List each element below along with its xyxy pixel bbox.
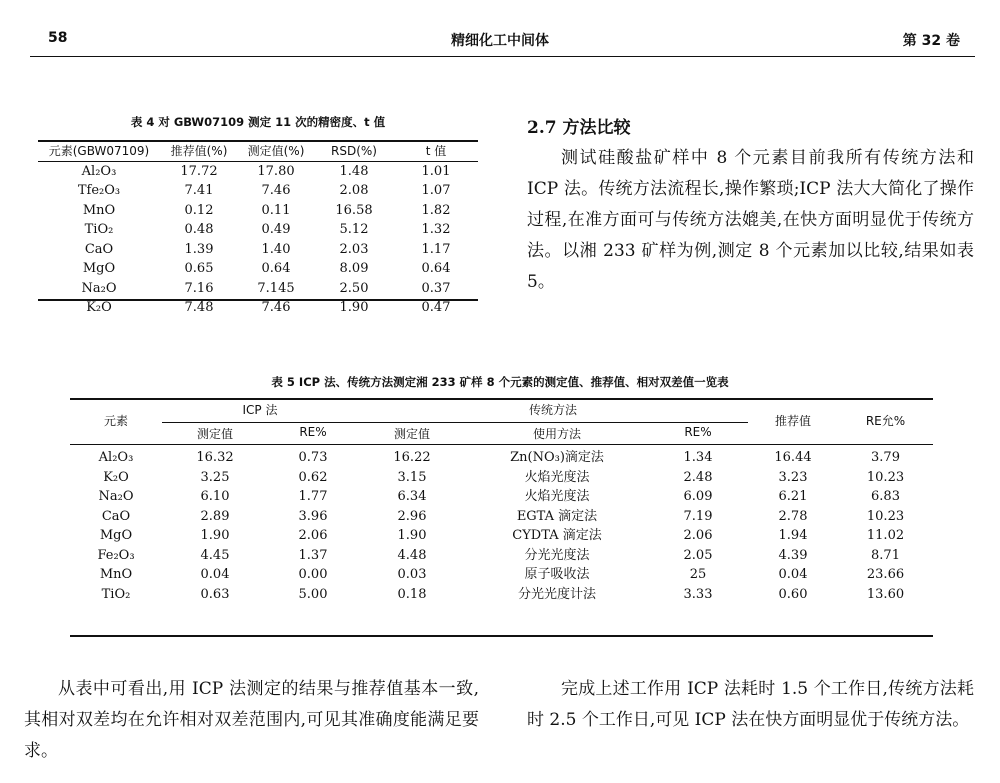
table5-row-cell: 11.02 <box>866 528 905 543</box>
table4-header-row <box>38 142 478 162</box>
table4-header-cell: 推荐值(%) <box>170 144 228 158</box>
table5-row-cell: 16.44 <box>774 450 812 465</box>
table5-row-cell: 0.63 <box>200 586 230 602</box>
t5-icp-group-rule <box>162 422 358 423</box>
table5-row-cell: 3.15 <box>397 469 427 485</box>
table4-row-cell: 1.32 <box>421 222 451 237</box>
table5-row-cell: CYDTA 滴定法 <box>512 528 602 543</box>
table4-header-cell: 测定值(%) <box>247 144 305 158</box>
t5-sh-icp-re: RE% <box>299 425 327 439</box>
table5-row <box>70 546 933 566</box>
table5-row-cell: 6.10 <box>200 489 230 504</box>
table5-row-cell: EGTA 滴定法 <box>516 508 598 524</box>
table4-row-cell: 0.49 <box>261 222 291 237</box>
table5-row-cell: Na₂O <box>98 489 134 504</box>
table4-row-cell: 0.64 <box>421 261 451 276</box>
table4-row-cell: 17.80 <box>257 163 295 179</box>
table4-row-cell: 0.48 <box>184 222 214 237</box>
table5-row-cell: 23.66 <box>866 567 905 582</box>
t5-h-element: 元素 <box>103 414 128 428</box>
table5-row <box>70 507 933 527</box>
section-paragraph-text: 测试硅酸盐矿样中 8 个元素目前我所有传统方法和 ICP 法。传统方法流程长,操作繁琐;ICP 法大大简化了操作过程,在准方面可与传统方法媲美,在快方面明显优于传统方法。以湘 233 矿样为例,测定 8 个元素加以比较,结果如表 5。 <box>527 148 974 292</box>
table5-row-cell: 3.25 <box>200 469 230 485</box>
table5-row-cell: MnO <box>99 567 133 582</box>
table5-row-cell: 4.48 <box>397 547 427 563</box>
table4-row-cell: 0.37 <box>421 280 451 296</box>
table4-row-cell: 7.41 <box>184 183 214 198</box>
table4-row <box>38 240 478 260</box>
table4-row-cell: 1.39 <box>184 241 214 257</box>
table5-row-cell: 1.90 <box>397 528 427 543</box>
table4-row-cell: 2.08 <box>339 183 369 198</box>
table4-header-rule <box>38 161 478 162</box>
table5-row-cell: 6.83 <box>871 489 900 504</box>
table5 <box>70 448 933 604</box>
table4-row-cell: CaO <box>84 241 114 257</box>
table5-row-cell: 0.04 <box>778 567 808 582</box>
table5-row-cell: 0.62 <box>298 469 328 485</box>
table4-row-cell: 7.145 <box>257 280 295 296</box>
table5-row-cell: 1.34 <box>683 450 713 465</box>
table5-row-cell: 3.79 <box>871 450 900 465</box>
table5-row <box>70 585 933 605</box>
table4-row <box>38 181 478 201</box>
table5-row-cell: 4.45 <box>200 547 230 563</box>
table5-row-cell: 0.04 <box>200 567 230 582</box>
table5-row-cell: 6.34 <box>397 489 427 504</box>
table4-row-cell: 1.82 <box>421 202 451 218</box>
table5-caption: 表 5 ICP 法、传统方法测定湘 233 矿样 8 个元素的测定值、推荐值、相对双差值一览表 <box>271 375 729 389</box>
bottom-right-paragraph <box>527 674 974 736</box>
table4-row-cell: 0.11 <box>261 202 291 218</box>
table5-row-cell: 10.23 <box>866 508 905 524</box>
table5-row-cell: 火焰光度法 <box>524 469 590 485</box>
table4-row-cell: 2.50 <box>339 280 369 296</box>
table4-row <box>38 220 478 240</box>
table5-row-cell: 6.21 <box>778 489 808 504</box>
table4-row-cell: 0.65 <box>184 261 214 276</box>
table4 <box>38 142 478 318</box>
table5-row-cell: 0.03 <box>397 567 427 582</box>
table4-row <box>38 201 478 221</box>
table4-row-cell: 5.12 <box>339 222 369 237</box>
table5-row-cell: K₂O <box>103 469 129 485</box>
table4-header-cell: 元素(GBW07109) <box>48 144 150 158</box>
t5-h-traditional: 传统方法 <box>528 403 577 417</box>
table5-row-cell: 1.94 <box>778 528 808 543</box>
table4-row-cell: 1.17 <box>421 241 451 257</box>
table5-row-cell: 分光光度计法 <box>517 586 596 602</box>
table4-row-cell: 16.58 <box>335 202 373 218</box>
table4-row-cell: 2.03 <box>339 241 369 257</box>
table4-row-cell: 0.64 <box>261 261 291 276</box>
table5-row-cell: 16.22 <box>393 450 431 465</box>
t5-trad-group-rule <box>358 422 748 423</box>
table4-row-cell: Na₂O <box>81 280 117 296</box>
table5-row <box>70 448 933 468</box>
table4-header-cell: RSD(%) <box>331 144 377 158</box>
table5-bottom-rule <box>70 635 933 637</box>
table5-row-cell: 3.33 <box>683 586 713 602</box>
t5-sh-icp-measured: 测定值 <box>196 427 233 441</box>
table5-row-cell: 1.77 <box>298 489 328 504</box>
table5-row-cell: 7.19 <box>683 508 713 524</box>
table5-row <box>70 565 933 585</box>
table5-row-cell: 2.89 <box>200 508 230 524</box>
table4-row-cell: 8.09 <box>339 261 369 276</box>
table4-row <box>38 298 478 318</box>
table5-row-cell: CaO <box>101 508 131 524</box>
t5-sh-trad-re: RE% <box>684 425 712 439</box>
table5-row-cell: 0.60 <box>778 586 808 602</box>
table4-row-cell: 17.72 <box>180 163 218 179</box>
table5-row-cell: 16.32 <box>196 450 234 465</box>
table4-row-cell: MnO <box>82 202 116 218</box>
table5-row-cell: 2.78 <box>778 508 808 524</box>
table4-row-cell: 1.07 <box>421 183 451 198</box>
bottom-left-paragraph <box>24 674 479 767</box>
table4-row-cell: TiO₂ <box>84 222 114 237</box>
table5-row-cell: 25 <box>689 567 707 582</box>
header-rule <box>30 56 975 57</box>
table5-row <box>70 526 933 546</box>
table5-row-cell: 3.96 <box>298 508 328 524</box>
table4-row-cell: 1.01 <box>421 163 451 179</box>
table4-row-cell: Tfe₂O₃ <box>77 183 121 198</box>
table5-row-cell: 2.05 <box>683 547 713 563</box>
table5-row-cell: Al₂O₃ <box>98 450 134 465</box>
section-paragraph <box>527 143 974 298</box>
t5-h-icp: ICP 法 <box>242 403 278 417</box>
table4-header-cell: t 值 <box>425 144 447 158</box>
t5-h-recommended: 推荐值 <box>774 414 811 428</box>
bottom-left-text: 从表中可看出,用 ICP 法测定的结果与推荐值基本一致,其相对双差均在允许相对双差范围内,可见其准确度能满足要求。 <box>24 679 479 761</box>
t5-sh-trad-method: 使用方法 <box>532 427 581 441</box>
table4-row-cell: 0.47 <box>421 300 451 315</box>
table5-row-cell: 4.39 <box>778 547 808 563</box>
table4-row-cell: MgO <box>82 261 116 276</box>
table5-row-cell: 分光光度法 <box>524 547 590 563</box>
table5-row-cell: 原子吸收法 <box>524 567 590 582</box>
table5-row-cell: 0.73 <box>298 450 328 465</box>
table5-row <box>70 468 933 488</box>
table5-header-rule <box>70 444 933 445</box>
table5-row-cell: 0.18 <box>397 586 427 602</box>
table5-row-cell: 1.37 <box>298 547 328 563</box>
table5-row <box>70 487 933 507</box>
section-heading: 2.7 方法比较 <box>527 118 631 138</box>
table5-row-cell: TiO₂ <box>101 586 131 602</box>
table5-row-cell: 火焰光度法 <box>524 489 590 504</box>
table4-row-cell: 7.46 <box>261 300 291 315</box>
table5-row-cell: 2.06 <box>683 528 713 543</box>
bottom-right-text: 完成上述工作用 ICP 法耗时 1.5 个工作日,传统方法耗时 2.5 个工作日,可见 ICP 法在快方面明显优于传统方法。 <box>527 679 974 730</box>
table5-row-cell: 2.48 <box>683 469 713 485</box>
table4-row-cell: 7.16 <box>184 280 214 296</box>
volume-label: 第 32 卷 <box>902 33 960 49</box>
table4-row-cell: 1.90 <box>339 300 369 315</box>
table5-row-cell: 0.00 <box>298 567 328 582</box>
table5-row-cell: 1.90 <box>200 528 230 543</box>
table5-row-cell: 10.23 <box>866 469 905 485</box>
page-number: 58 <box>48 30 68 46</box>
table4-row <box>38 279 478 299</box>
table5-row-cell: 6.09 <box>683 489 713 504</box>
table4-row-cell: 0.12 <box>184 202 214 218</box>
table5-row-cell: Zn(NO₃)滴定法 <box>510 450 604 465</box>
table4-bottom-rule <box>38 299 478 301</box>
table5-row-cell: Fe₂O₃ <box>97 547 135 563</box>
table4-caption: 表 4 对 GBW07109 测定 11 次的精密度、t 值 <box>130 115 386 129</box>
journal-title: 精细化工中间体 <box>451 33 549 49</box>
table5-row-cell: MgO <box>99 528 133 543</box>
table5-row-cell: 2.06 <box>298 528 328 543</box>
table5-row-cell: 13.60 <box>866 586 905 602</box>
t5-h-re: RE允% <box>865 414 906 428</box>
table5-row-cell: 8.71 <box>871 547 900 563</box>
table4-row-cell: 1.40 <box>261 241 291 257</box>
table5-row-cell: 2.96 <box>397 508 427 524</box>
table4-row-cell: K₂O <box>86 300 112 315</box>
table4-row-cell: Al₂O₃ <box>81 163 117 179</box>
t5-sh-trad-measured: 测定值 <box>393 427 430 441</box>
table4-row-cell: 7.46 <box>261 183 291 198</box>
table5-row-cell: 3.23 <box>778 469 808 485</box>
table4-row <box>38 259 478 279</box>
table4-row <box>38 162 478 182</box>
table5-row-cell: 5.00 <box>298 586 328 602</box>
table4-row-cell: 7.48 <box>184 300 214 315</box>
table4-row-cell: 1.48 <box>339 163 369 179</box>
